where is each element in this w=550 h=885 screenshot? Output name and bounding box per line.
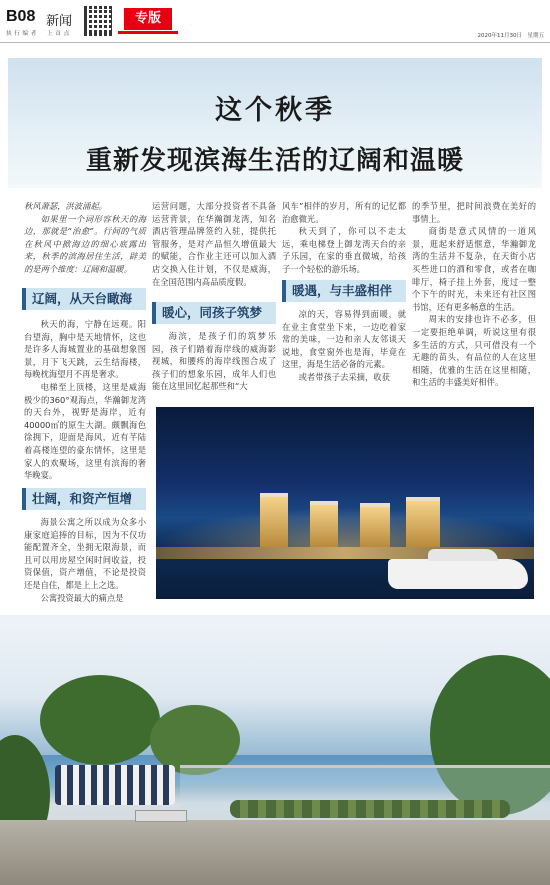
article-para: 风车”相伴的岁月，所有的记忆都治愈微光。 <box>282 201 406 224</box>
article-column-2b <box>152 330 276 393</box>
qr-code-icon <box>84 6 114 36</box>
planter-row <box>230 800 510 818</box>
intro-para: 如果里一个词形容秋天的海边，那就是“治愈”。行间的气质在秋风中掀海边的细心底露出来，秋季的滨海居住生活，辟美的是两个维度：辽阔和温暖。 <box>24 213 146 274</box>
article-para: 凉的天，容易得到面暖，就在业主食堂坐下来，一边吃着家常的美味，一边和亲人友邻谈天说地，食堂窗外也是海，毕竟在这里，海是生活必备的元素。 <box>282 309 406 370</box>
article-para: 秋天到了，你可以不走太远，乘电梯登上御龙湾天台的亲子乐园，在家的垂直微城，给孩子一个轻松的游乐场。 <box>282 226 406 274</box>
tag-underline <box>118 31 178 34</box>
article-para: 运营问题，大部分投资者不具备运营背景，在华瀚御龙湾，知名酒店管理品牌签约入驻，提供托管服务，是对产品恒久增值最大的赋能，合作业主还可以加入酒店交换入住计划，不仅是威海，在全国范围内高品质度假。 <box>152 201 276 287</box>
article-column-3a <box>282 200 406 276</box>
subheading-abundance: 暖遇，与丰盛相伴 <box>282 280 406 302</box>
article-column-2a <box>152 200 276 288</box>
editor-line: 执 行 编 者 上 首 点 <box>6 31 70 37</box>
tower-building <box>310 501 338 547</box>
striped-sofa <box>55 765 175 805</box>
terrace-floor <box>0 820 550 885</box>
article-para: 秋天的海，宁静在远观。阳台望海，胸中是天地情怀，这也是许多人海城置业的基础想象图景，月下飞天跳，云生结海楼，每晚枕海望月不再是奢求。 <box>24 319 146 380</box>
intro-text <box>24 200 146 276</box>
tower-building <box>260 493 288 547</box>
city-glow <box>156 507 534 547</box>
tower-building <box>360 503 390 547</box>
article-para: 或者带孩子去采摘，收获 <box>298 371 390 382</box>
article-para: 周末的安排也许不必多，但一定要拒绝单调，听说这里有很多生活的方式，只可借没有一个无趣的苗头，有品位的人在这里相随，优雅的生活在这里相随，和生活的丰盛美好相伴。 <box>412 314 536 388</box>
subheading-kids: 暖心，同孩子筑梦 <box>152 302 276 324</box>
article-column-4 <box>412 200 536 389</box>
article-para: 海滨，是孩子们的筑梦乐园，孩子们踏着海岸线的威海影视城，和腰疼的海岸线图合成了孩子们的想象乐园，成年人们也能在这里回忆起那些和“大 <box>152 331 276 392</box>
coffee-table <box>135 810 187 822</box>
intro-para: 秋风萧瑟，洪波涌起。 <box>24 201 107 211</box>
tree-foliage <box>40 675 160 765</box>
page-number: B08 <box>6 8 36 25</box>
article-column-1a <box>24 318 146 482</box>
article-column-1b <box>24 516 146 604</box>
article-para: 公寓投资最大的痛点是 <box>40 592 124 603</box>
article-para: 的季节里，把时间浪费在美好的事情上。 <box>412 201 536 224</box>
headline-line-1: 这个秋季 <box>215 95 335 126</box>
section-name: 新闻 <box>46 14 73 29</box>
article-para: 商街是意式风情的一道风景，逛起来舒适惬意，华瀚御龙湾的生活并不复杂，在天街小店买些进口的酒和零食，或者在咖啡厅，椅子挂上外套，度过一整个下午的时光，未来还有社区图书馆，还有更多畅意的生活。 <box>412 226 536 312</box>
headline-line-2: 重新发现滨海生活的辽阔和温暖 <box>85 146 464 176</box>
subheading-vast: 辽阔，从天台瞰海 <box>22 288 146 310</box>
article-column-3b <box>282 308 406 384</box>
article-para: 电梯至上顶楼，这里是威海极少的360°观海点，华瀚御龙湾的天台外，视野是海岸，近有40000㎡的原生大湖。颇飘海色徐拥下，迎面是海风，近有芊陆着高楼连望的豪东情怀，这里是家人的欢聚场，这里有滨海的奢华晚宴。 <box>24 381 146 481</box>
sea-view-terrace-photo <box>0 615 550 885</box>
tower-building <box>406 497 440 547</box>
night-coastline-photo <box>156 407 534 599</box>
subheading-asset: 壮阔，和资产恒增 <box>22 488 146 510</box>
special-edition-tag: 专版 <box>124 8 172 30</box>
issue-date: 2020年11月30日 星期五 <box>477 33 544 39</box>
page-header <box>0 0 550 43</box>
article-para: 海景公寓之所以成为众多小康家庭追捧的目标，因为不仅功能配置齐全，坐拥无限海景，而且可以用房屋空闲时间收益，投资保值，资产增值，不论是投资还是自住，都是上上之选。 <box>24 517 146 590</box>
yacht <box>388 559 528 589</box>
